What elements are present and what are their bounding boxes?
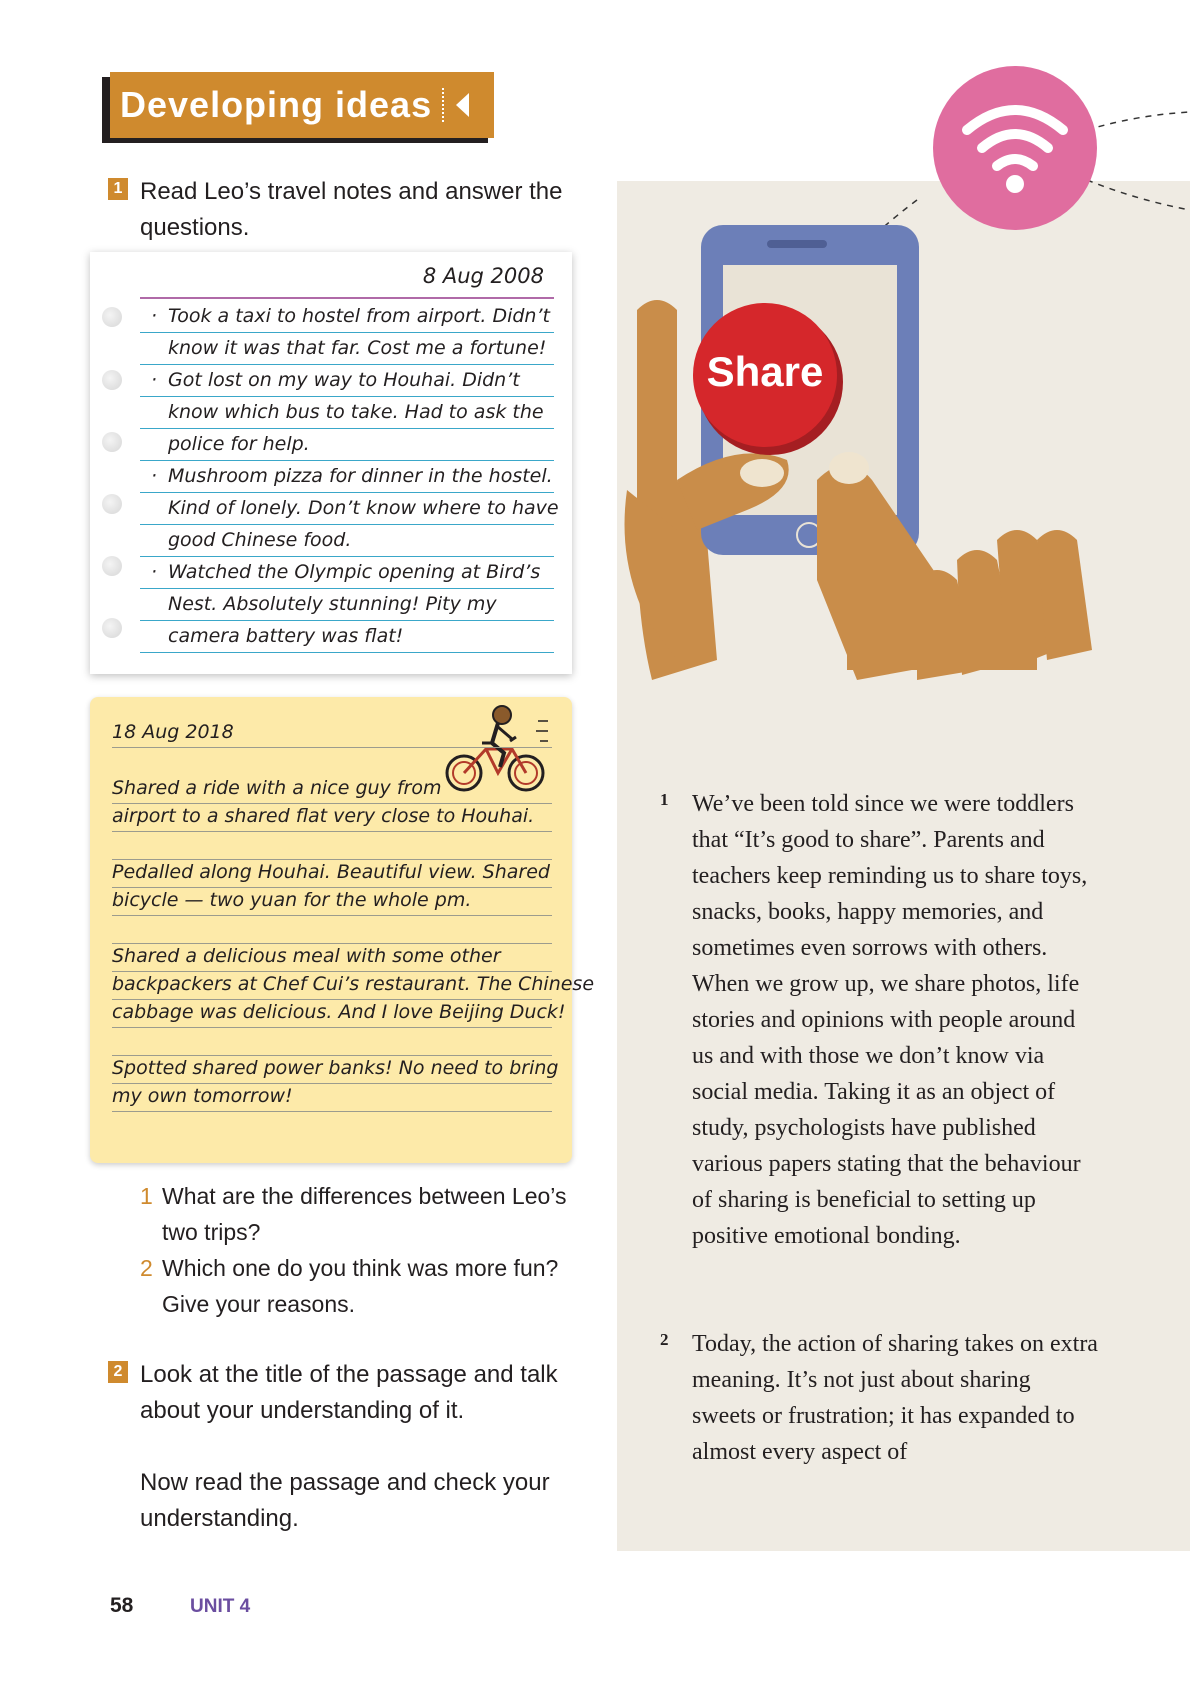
page-number: 58 xyxy=(110,1594,134,1617)
blank-line xyxy=(112,1025,552,1056)
question-text: Which one do you think was more fun? Give your reasons. xyxy=(162,1255,559,1317)
question-number: 2 xyxy=(140,1255,153,1281)
section-title: Developing ideas xyxy=(120,84,433,125)
section-banner xyxy=(110,72,494,138)
paragraph-number: 1 xyxy=(660,790,669,809)
paragraph-text: We’ve been told since we were toddlers that “It’s good to share”. Parents and teachers keep reminding us to share toys, snacks, books, happy memories, and sometimes even sorrows with others. When we grow up, we share photos, life stories and opinions with people around us and with those we don’t know via social media. Taking it as an object of study, psychologists have published various papers stating that the behaviour of sharing is beneficial to setting up positive emotional bonding. xyxy=(692,791,1088,1249)
unit-label: UNIT 4 xyxy=(190,1596,251,1617)
question-number: 1 xyxy=(140,1183,153,1209)
note-line xyxy=(140,588,554,621)
share-button-label: Share xyxy=(706,348,824,395)
note-text: Got lost on my way to Houhai. Didn’t xyxy=(168,369,520,391)
paragraph-number: 2 xyxy=(660,1330,669,1349)
note-text: camera battery was flat! xyxy=(168,625,404,647)
binder-hole-icon xyxy=(102,618,122,638)
task-number: 1 xyxy=(108,178,128,200)
bullet: · xyxy=(150,465,158,487)
question-2 xyxy=(140,1250,580,1322)
question-1 xyxy=(140,1178,580,1250)
note-line: Shared a ride with a nice guy from xyxy=(112,773,552,804)
note-text: good Chinese food. xyxy=(168,529,352,551)
binder-hole-icon xyxy=(102,432,122,452)
note-line: Spotted shared power banks! No need to bring xyxy=(112,1053,552,1084)
note-text: Kind of lonely. Don’t know where to have xyxy=(168,497,559,519)
blank-line xyxy=(112,913,552,944)
note-text: know which bus to take. Had to ask the xyxy=(168,401,544,423)
binder-hole-icon xyxy=(102,370,122,390)
binder-hole-icon xyxy=(102,307,122,327)
note-text: police for help. xyxy=(168,433,310,455)
paragraph-text: Today, the action of sharing takes on extra meaning. It’s not just about sharing sweets or frustration; it has expanded to almost every aspect of xyxy=(692,1331,1098,1465)
note-line xyxy=(140,428,554,461)
margin-line xyxy=(140,297,554,299)
task-2 xyxy=(108,1357,588,1537)
note-text: know it was that far. Cost me a fortune! xyxy=(168,337,547,359)
note-line xyxy=(140,460,554,493)
back-arrow-icon xyxy=(456,93,469,117)
note-line xyxy=(140,396,554,429)
task-followup: Now read the passage and check your understanding. xyxy=(140,1469,550,1532)
note-text: Mushroom pizza for dinner in the hostel. xyxy=(168,465,553,487)
passage-paragraph-1 xyxy=(660,786,1100,1254)
blank-line xyxy=(112,829,552,860)
note-line xyxy=(140,300,554,333)
note-line xyxy=(140,332,554,365)
banner-divider xyxy=(442,88,444,122)
travel-notes-2008 xyxy=(90,252,572,674)
note-line: cabbage was delicious. And I love Beijing Duck! xyxy=(112,997,552,1028)
note-line: Shared a delicious meal with some other xyxy=(112,941,552,972)
passage-paragraph-2 xyxy=(660,1326,1100,1470)
task-1 xyxy=(108,174,588,246)
bullet: · xyxy=(150,305,158,327)
note-line: airport to a shared flat very close to Houhai. xyxy=(112,801,552,832)
note-date: 8 Aug 2008 xyxy=(422,264,544,288)
note-line xyxy=(140,364,554,397)
note-line xyxy=(140,620,554,653)
bullet: · xyxy=(150,561,158,583)
note-line: bicycle — two yuan for the whole pm. xyxy=(112,885,552,916)
note-line: Pedalled along Houhai. Beautiful view. Shared xyxy=(112,857,552,888)
sticky-date: 18 Aug 2018 xyxy=(112,717,552,748)
binder-hole-icon xyxy=(102,556,122,576)
travel-notes-2018 xyxy=(90,697,595,1163)
note-text: Nest. Absolutely stunning! Pity my xyxy=(168,593,497,615)
note-line: my own tomorrow! xyxy=(112,1081,552,1112)
task-instruction: Read Leo’s travel notes and answer the questions. xyxy=(140,178,563,241)
task-instruction: Look at the title of the passage and talk about your understanding of it. xyxy=(140,1361,558,1424)
task-number: 2 xyxy=(108,1361,128,1383)
bullet: · xyxy=(150,369,158,391)
note-line xyxy=(140,492,559,525)
note-text: Watched the Olympic opening at Bird’s xyxy=(168,561,541,583)
question-text: What are the differences between Leo’s two trips? xyxy=(162,1183,567,1245)
note-line xyxy=(140,556,554,589)
binder-hole-icon xyxy=(102,494,122,514)
note-line xyxy=(140,524,554,557)
note-text: Took a taxi to hostel from airport. Didn’t xyxy=(168,305,550,327)
note-line: backpackers at Chef Cui’s restaurant. The Chinese xyxy=(112,969,552,1000)
